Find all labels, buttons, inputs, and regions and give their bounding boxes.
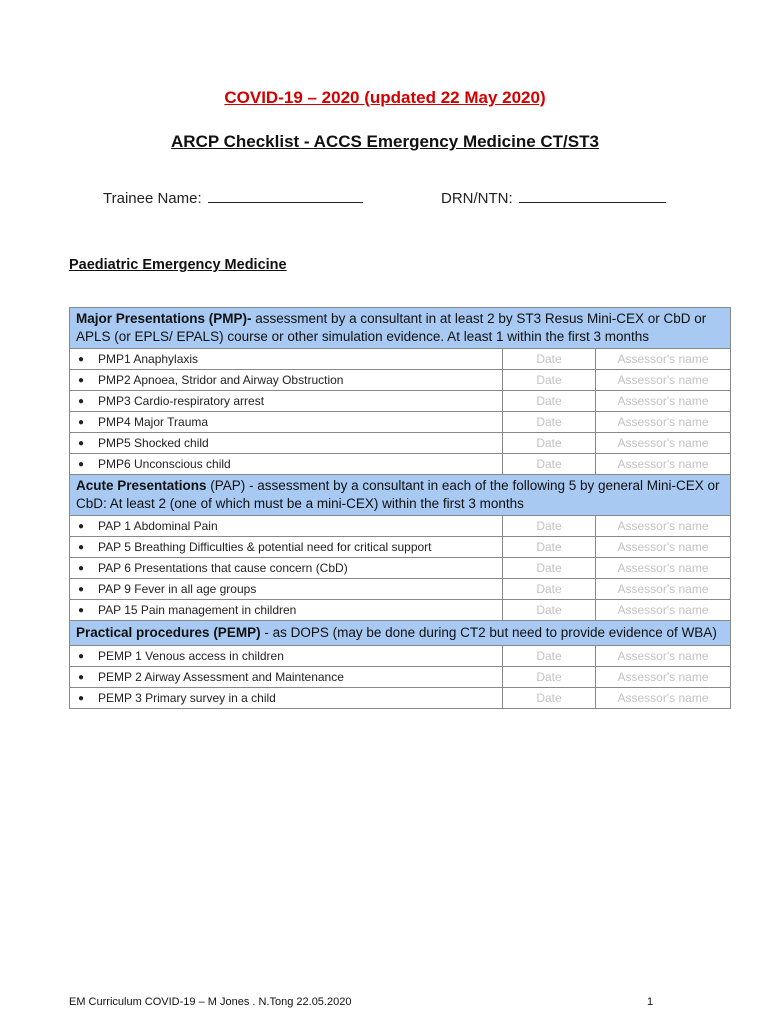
trainee-name-label: Trainee Name:	[103, 190, 202, 207]
assessor-name-field[interactable]: Assessor's name	[596, 537, 731, 558]
date-field[interactable]: Date	[503, 537, 596, 558]
bullet-icon: ●	[70, 537, 93, 558]
bullet-icon: ●	[70, 370, 93, 391]
checklist-row	[70, 412, 731, 433]
item-label: PMP2 Apnoea, Stridor and Airway Obstruction	[92, 370, 503, 391]
date-field[interactable]: Date	[503, 391, 596, 412]
section-title: Paediatric Emergency Medicine	[69, 257, 287, 273]
page-number: 1	[647, 996, 654, 1008]
date-field[interactable]: Date	[503, 454, 596, 475]
item-label: PAP 15 Pain management in children	[92, 600, 503, 621]
group-header-bold: Major Presentations (PMP)-	[76, 311, 252, 326]
item-label: PMP4 Major Trauma	[92, 412, 503, 433]
group-header	[70, 475, 731, 516]
checklist-row	[70, 558, 731, 579]
assessor-name-field[interactable]: Assessor's name	[596, 579, 731, 600]
drn-ntn-field[interactable]	[441, 188, 666, 207]
date-field[interactable]: Date	[503, 646, 596, 667]
bullet-icon: ●	[70, 433, 93, 454]
assessor-name-field[interactable]: Assessor's name	[596, 454, 731, 475]
bullet-icon: ●	[70, 688, 93, 709]
item-label: PAP 9 Fever in all age groups	[92, 579, 503, 600]
group-header-text: assessment by a consultant in at least 2 by ST3 Resus Mini-CEX or CbD or APLS (or EPLS/ EPALS) course or other simulation evidence. At least 1 within the first 3 months	[76, 311, 707, 344]
date-field[interactable]: Date	[503, 600, 596, 621]
assessor-name-field[interactable]: Assessor's name	[596, 600, 731, 621]
bullet-icon: ●	[70, 349, 93, 370]
item-label: PEMP 2 Airway Assessment and Maintenance	[92, 667, 503, 688]
bullet-icon: ●	[70, 391, 93, 412]
item-label: PAP 6 Presentations that cause concern (CbD)	[92, 558, 503, 579]
item-label: PMP6 Unconscious child	[92, 454, 503, 475]
assessor-name-field[interactable]: Assessor's name	[596, 349, 731, 370]
assessor-name-field[interactable]: Assessor's name	[596, 558, 731, 579]
date-field[interactable]: Date	[503, 558, 596, 579]
bullet-icon: ●	[70, 516, 93, 537]
date-field[interactable]: Date	[503, 579, 596, 600]
checklist-row	[70, 516, 731, 537]
group-header-text: - as DOPS (may be done during CT2 but need to provide evidence of WBA)	[260, 625, 717, 640]
assessor-name-field[interactable]: Assessor's name	[596, 516, 731, 537]
date-field[interactable]: Date	[503, 412, 596, 433]
group-header-bold: Practical procedures (PEMP)	[76, 625, 261, 640]
drn-ntn-line[interactable]	[519, 188, 666, 203]
group-header-cell	[70, 621, 731, 646]
group-header	[70, 621, 731, 646]
assessor-name-field[interactable]: Assessor's name	[596, 370, 731, 391]
date-field[interactable]: Date	[503, 688, 596, 709]
date-field[interactable]: Date	[503, 349, 596, 370]
group-header-text: (PAP) - assessment by a consultant in each of the following 5 by general Mini-CEX or CbD: At least 2 (one of which must be a mini-CEX) within the first 3 months	[76, 478, 720, 511]
checklist-row	[70, 370, 731, 391]
bullet-icon: ●	[70, 558, 93, 579]
item-label: PMP5 Shocked child	[92, 433, 503, 454]
footer-text: EM Curriculum COVID-19 – M Jones . N.Tong 22.05.2020	[69, 996, 352, 1008]
group-header	[70, 308, 731, 349]
trainee-name-line[interactable]	[208, 188, 363, 203]
group-header-cell	[70, 475, 731, 516]
checklist-row	[70, 537, 731, 558]
checklist-row	[70, 391, 731, 412]
bullet-icon: ●	[70, 600, 93, 621]
checklist-table	[69, 307, 731, 709]
assessor-name-field[interactable]: Assessor's name	[596, 667, 731, 688]
bullet-icon: ●	[70, 667, 93, 688]
drn-ntn-label: DRN/NTN:	[441, 190, 513, 207]
assessor-name-field[interactable]: Assessor's name	[596, 412, 731, 433]
checklist-row	[70, 454, 731, 475]
item-label: PAP 1 Abdominal Pain	[92, 516, 503, 537]
checklist-title: ARCP Checklist - ACCS Emergency Medicine CT/ST3	[171, 132, 599, 151]
checklist-row	[70, 579, 731, 600]
item-label: PMP1 Anaphylaxis	[92, 349, 503, 370]
bullet-icon: ●	[70, 646, 93, 667]
item-label: PEMP 3 Primary survey in a child	[92, 688, 503, 709]
item-label: PMP3 Cardio-respiratory arrest	[92, 391, 503, 412]
bullet-icon: ●	[70, 579, 93, 600]
trainee-name-field[interactable]	[103, 188, 363, 207]
checklist-row	[70, 688, 731, 709]
group-header-bold: Acute Presentations	[76, 478, 207, 493]
date-field[interactable]: Date	[503, 370, 596, 391]
assessor-name-field[interactable]: Assessor's name	[596, 646, 731, 667]
checklist-row	[70, 349, 731, 370]
date-field[interactable]: Date	[503, 433, 596, 454]
assessor-name-field[interactable]: Assessor's name	[596, 688, 731, 709]
date-field[interactable]: Date	[503, 516, 596, 537]
item-label: PAP 5 Breathing Difficulties & potential need for critical support	[92, 537, 503, 558]
group-header-cell	[70, 308, 731, 349]
checklist-row	[70, 667, 731, 688]
bullet-icon: ●	[70, 454, 93, 475]
assessor-name-field[interactable]: Assessor's name	[596, 433, 731, 454]
bullet-icon: ●	[70, 412, 93, 433]
item-label: PEMP 1 Venous access in children	[92, 646, 503, 667]
date-field[interactable]: Date	[503, 667, 596, 688]
checklist-row	[70, 600, 731, 621]
assessor-name-field[interactable]: Assessor's name	[596, 391, 731, 412]
checklist-row	[70, 646, 731, 667]
covid-title: COVID-19 – 2020 (updated 22 May 2020)	[224, 88, 546, 107]
checklist-row	[70, 433, 731, 454]
